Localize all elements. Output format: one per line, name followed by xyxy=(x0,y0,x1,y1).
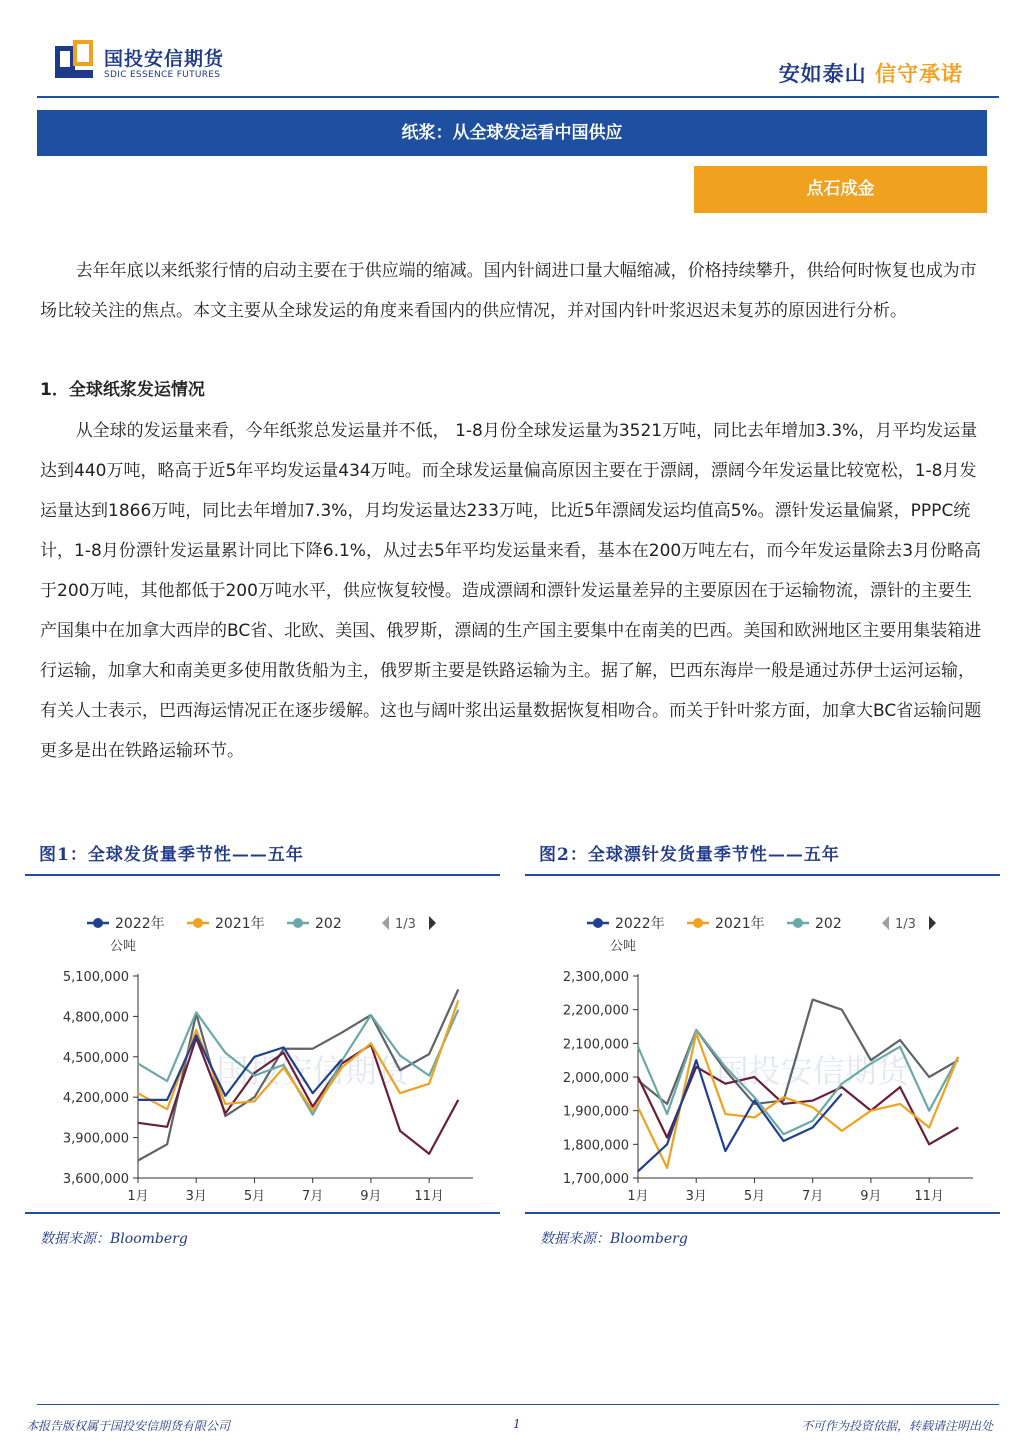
report-title: 纸浆：从全球发运看中国供应 xyxy=(37,110,987,156)
figure-1 xyxy=(25,838,500,1218)
legend-prev-icon xyxy=(382,916,389,930)
figure-1-bottom-rule xyxy=(25,1212,500,1214)
legend-label: 2022年 xyxy=(615,916,665,932)
legend-label: 202 xyxy=(815,916,842,932)
legend-marker xyxy=(793,918,803,928)
legend-pager: 1/3 xyxy=(395,917,416,932)
x-tick-label: 7月 xyxy=(802,1189,824,1204)
section-heading: 1．全球纸浆发运情况 xyxy=(40,380,205,400)
legend-label: 2021年 xyxy=(715,916,765,932)
slogan xyxy=(779,58,963,88)
legend-label: 2022年 xyxy=(115,916,165,932)
footer-copyright: 本报告版权属于国投安信期货有限公司 xyxy=(26,1419,231,1433)
y-tick-label: 4,800,000 xyxy=(62,1010,129,1026)
y-tick-label: 1,800,000 xyxy=(562,1138,629,1154)
y-tick-label: 4,500,000 xyxy=(62,1050,129,1066)
x-tick-label: 9月 xyxy=(360,1189,382,1204)
legend-next-icon xyxy=(429,916,436,930)
x-tick-label: 3月 xyxy=(685,1189,707,1204)
y-tick-label: 2,100,000 xyxy=(562,1037,629,1053)
legend-marker xyxy=(193,918,203,928)
company-logo-icon xyxy=(55,40,93,80)
figure-1-title: 图1：全球发货量季节性——五年 xyxy=(39,845,304,865)
intro-paragraph: 去年年底以来纸浆行情的启动主要在于供应端的缩减。国内针阔进口量大幅缩减，价格持续攀升，供给何时恢复也成为市场比较关注的焦点。本文主要从全球发运的角度来看国内的供应情况，并对国内针叶浆迟迟未复苏的原因进行分析。 xyxy=(40,261,977,321)
footer-divider xyxy=(37,1404,999,1405)
y-tick-label: 2,300,000 xyxy=(562,970,629,985)
figure-1-source: 数据来源：Bloomberg xyxy=(40,1231,188,1247)
y-tick-label: 2,000,000 xyxy=(562,1071,629,1086)
header-divider xyxy=(37,96,999,98)
figure-1-chart xyxy=(25,898,500,1208)
y-tick-label: 1,900,000 xyxy=(562,1104,629,1120)
figure-2-top-rule xyxy=(525,874,1000,876)
legend-next-icon xyxy=(929,916,936,930)
x-tick-label: 5月 xyxy=(743,1189,766,1204)
x-tick-label: 1月 xyxy=(627,1189,649,1204)
x-tick-label: 11月 xyxy=(414,1189,444,1204)
x-tick-label: 9月 xyxy=(860,1189,882,1204)
logo-company-name: 国投安信期货 xyxy=(104,48,225,70)
x-tick-label: 5月 xyxy=(243,1189,266,1204)
legend-prev-icon xyxy=(882,916,889,930)
y-tick-label: 4,200,000 xyxy=(62,1091,129,1107)
figure-1-top-rule xyxy=(25,874,500,876)
watermark-text: 国投安信期货 xyxy=(716,1052,909,1090)
legend-marker xyxy=(293,918,303,928)
x-tick-label: 7月 xyxy=(302,1189,324,1204)
legend-marker xyxy=(593,918,603,928)
legend-label: 202 xyxy=(315,916,342,932)
legend-marker xyxy=(93,918,103,928)
footer-disclaimer: 不可作为投资依据，转载请注明出处 xyxy=(800,1419,993,1433)
section-paragraph: 从全球的发运量来看，今年纸浆总发运量并不低， 1-8月份全球发运量为3521万吨，同比去年增加3.3%，月平均发运量达到440万吨，略高于近5年平均发运量434万吨。而全球发运量偏高原因主要在于漂阔，漂阔今年发运量比较宽松，1-8月发运量达到1866万吨，同比去年增加7.3%，月均发运量达233万吨，比近5年漂阔发运均值高5%。漂针发运量偏紧，PPPC统计，1-8月份漂针发运量累计同比下降6.1%，从过去5年平均发运量来看，基本在200万吨左右，而今年发运量除去3月份略高于200万吨，其他都低于200万吨水平，供应恢复较慢。造成漂阔和漂针发运量差异的主要原因在于运输物流，漂针的主要生产国集中在加拿大西岸的BC省、北欧、美国、俄罗斯，漂阔的生产国主要集中在南美的巴西。美国和欧洲地区主要用集装箱进行运输，加拿大和南美更多使用散货船为主，俄罗斯主要是铁路运输为主。据了解，巴西东海岸一般是通过苏伊士运河运输，有关人士表示，巴西海运情况正在逐步缓解。这也与阔叶浆出运量数据恢复相吻合。而关于针叶浆方面，加拿大BC省运输问题更多是出在铁路运输环节。 xyxy=(40,421,982,761)
figure-2 xyxy=(525,838,1000,1218)
y-tick-label: 3,600,000 xyxy=(62,1172,129,1187)
y-unit-label: 公吨 xyxy=(609,939,637,954)
figure-2-chart xyxy=(525,898,1000,1208)
y-tick-label: 3,900,000 xyxy=(62,1131,129,1147)
x-tick-label: 3月 xyxy=(185,1189,207,1204)
figure-2-source: 数据来源：Bloomberg xyxy=(540,1231,688,1247)
legend-marker xyxy=(693,918,703,928)
x-tick-label: 1月 xyxy=(127,1189,149,1204)
legend-label: 2021年 xyxy=(215,916,265,932)
y-tick-label: 1,700,000 xyxy=(562,1172,629,1187)
page-number: 1 xyxy=(513,1417,521,1431)
slogan-part1: 安如泰山 xyxy=(778,62,867,86)
figure-2-bottom-rule xyxy=(525,1212,1000,1214)
y-tick-label: 2,200,000 xyxy=(562,1003,629,1019)
logo-company-english: SDIC ESSENCE FUTURES xyxy=(104,70,221,80)
y-tick-label: 5,100,000 xyxy=(62,970,129,985)
column-tag: 点石成金 xyxy=(694,166,987,213)
slogan-part2: 信守承诺 xyxy=(875,62,963,86)
watermark-text: 国投安信期货 xyxy=(216,1052,409,1090)
x-tick-label: 11月 xyxy=(914,1189,944,1204)
legend-pager: 1/3 xyxy=(895,917,916,932)
figure-2-title: 图2：全球漂针发货量季节性——五年 xyxy=(539,845,840,865)
y-unit-label: 公吨 xyxy=(109,939,137,954)
page-header xyxy=(0,0,1025,100)
